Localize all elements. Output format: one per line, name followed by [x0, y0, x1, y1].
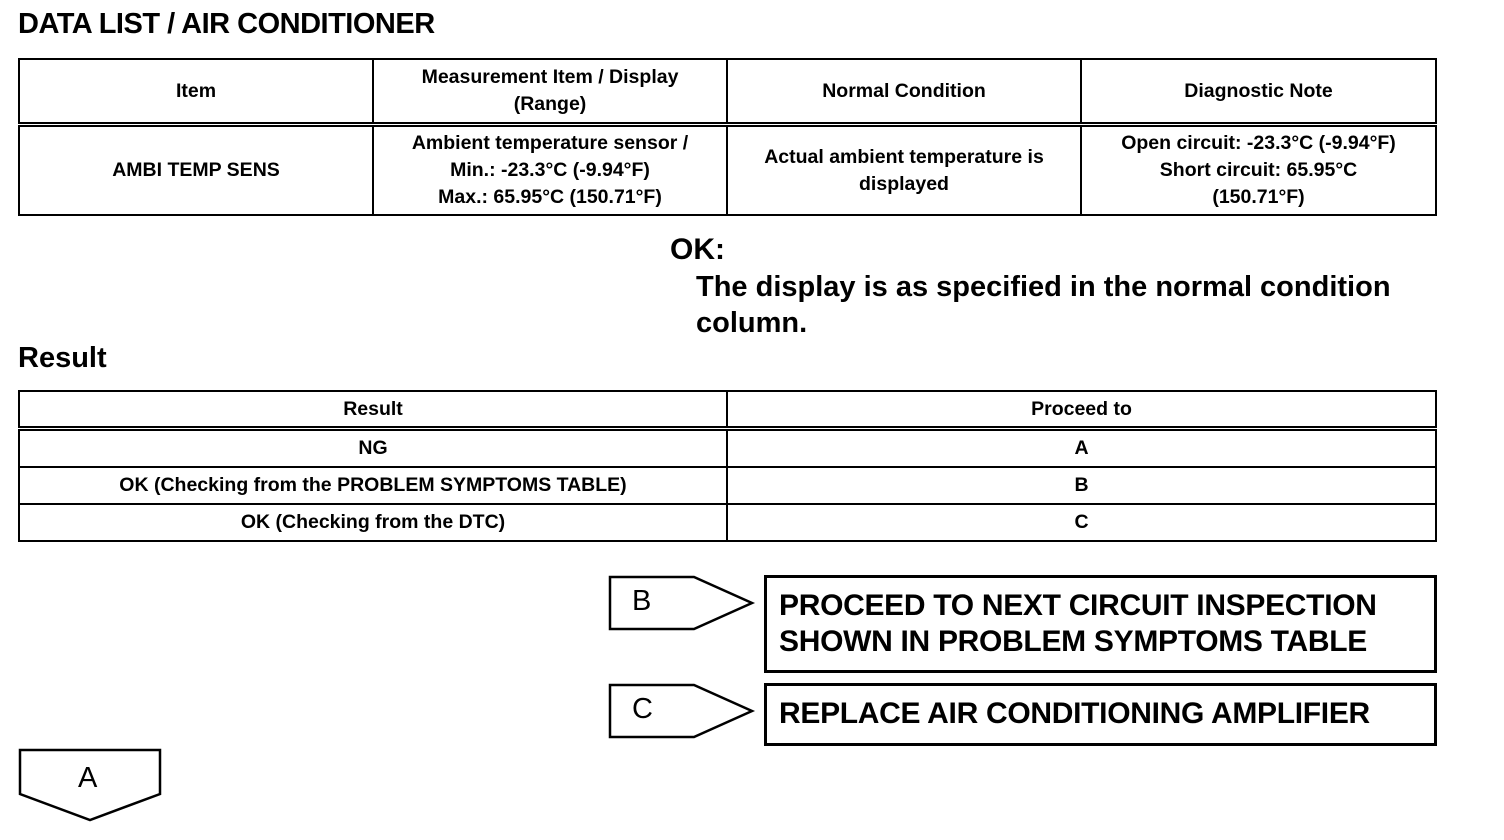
ok-specification-text: The display is as specified in the normal condition column. [696, 271, 1391, 339]
branch-a-letter: A [78, 762, 98, 794]
result-header-row [19, 391, 1436, 429]
action-b-line-2: SHOWN IN PROBLEM SYMPTOMS TABLE [779, 625, 1367, 658]
header-measurement-line-2: (Range) [513, 93, 587, 115]
data-table-header-row [19, 59, 1436, 125]
cell-measurement [373, 125, 727, 216]
table-row [19, 125, 1436, 216]
measurement-line-1: Ambient temperature sensor / [411, 132, 689, 154]
cell-proceed: A [727, 429, 1436, 468]
table-row [19, 504, 1436, 541]
header-normal-condition: Normal Condition [727, 59, 1081, 125]
ok-heading: OK: [670, 233, 725, 266]
header-measurement [373, 59, 727, 125]
cell-proceed: B [727, 467, 1436, 504]
action-b-line-1: PROCEED TO NEXT CIRCUIT INSPECTION [779, 589, 1377, 622]
note-line-2: Short circuit: 65.95°C [1159, 159, 1358, 181]
result-table [18, 390, 1437, 542]
cell-result: NG [19, 429, 727, 468]
page-title: DATA LIST / AIR CONDITIONER [18, 8, 435, 40]
branch-a-arrow [18, 748, 162, 822]
header-result: Result [19, 391, 727, 429]
header-item: Item [19, 59, 373, 125]
arrow-right-icon [608, 683, 756, 739]
measurement-line-3: Max.: 65.95°C (150.71°F) [438, 186, 662, 208]
cell-result: OK (Checking from the DTC) [19, 504, 727, 541]
normal-line-2: displayed [859, 172, 949, 195]
table-row [19, 429, 1436, 468]
branch-b-letter: B [632, 585, 652, 617]
table-row [19, 467, 1436, 504]
header-diagnostic-note: Diagnostic Note [1081, 59, 1436, 125]
arrow-right-icon [608, 575, 756, 631]
branch-c-arrow [608, 683, 756, 739]
cell-result: OK (Checking from the PROBLEM SYMPTOMS TABLE) [19, 467, 727, 504]
data-list-table [18, 58, 1437, 216]
cell-diagnostic-note [1081, 125, 1436, 216]
normal-line-1: Actual ambient temperature is [764, 145, 1044, 168]
cell-normal-condition [727, 125, 1081, 216]
cell-item: AMBI TEMP SENS [19, 125, 373, 216]
branch-b-arrow [608, 575, 756, 631]
result-heading: Result [18, 342, 107, 374]
note-line-1: Open circuit: -23.3°C (-9.94°F) [1121, 132, 1396, 154]
action-c-line-1: REPLACE AIR CONDITIONING AMPLIFIER [779, 697, 1370, 730]
header-proceed-to: Proceed to [727, 391, 1436, 429]
action-box-b [764, 575, 1437, 673]
branch-c-letter: C [632, 693, 653, 725]
header-measurement-line-1: Measurement Item / Display [421, 66, 679, 88]
cell-proceed: C [727, 504, 1436, 541]
action-box-c [764, 683, 1437, 746]
note-line-3: (150.71°F) [1212, 186, 1305, 208]
measurement-line-2: Min.: -23.3°C (-9.94°F) [450, 159, 650, 181]
